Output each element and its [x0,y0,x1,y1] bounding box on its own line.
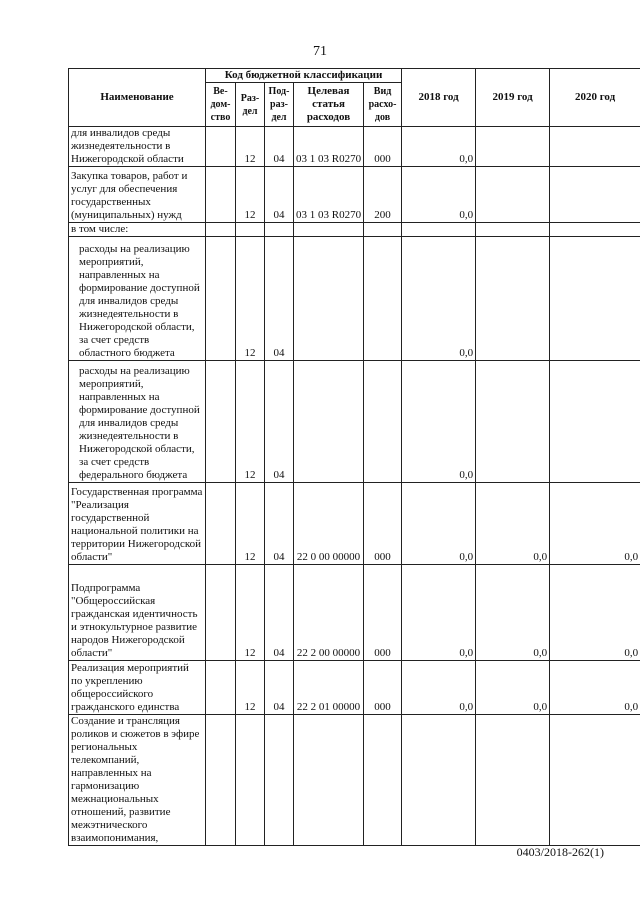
row-vid [364,715,402,846]
row-razdel: 12 [236,127,265,167]
row-2020 [550,361,640,483]
row-tselevaya [294,715,364,846]
row-ved [206,715,236,846]
table-row [69,565,640,661]
row-name: Подпрограмма "Общероссийская гражданская идентичность и этнокультурное развитие народов Нижегородской области" [69,565,206,661]
row-2018: 0,0 [402,237,476,361]
row-ved [206,237,236,361]
header-razdel: Раз- дел [236,83,265,127]
table-row [69,237,640,361]
row-razdel: 12 [236,661,265,715]
row-2020: 0,0 [550,483,640,565]
row-name: в том числе: [69,223,206,237]
row-razdel: 12 [236,483,265,565]
row-2019: 0,0 [476,483,550,565]
row-name: Государственная программа "Реализация государственной национальной политики на территории Нижегородской области" [69,483,206,565]
row-2019 [476,223,550,237]
row-ved [206,483,236,565]
row-name: Реализация мероприятий по укреплению общероссийского гражданского единства [69,661,206,715]
row-podrazdel: 04 [265,237,294,361]
budget-table [68,68,640,846]
row-ved [206,127,236,167]
row-2018: 0,0 [402,167,476,223]
row-tselevaya: 22 2 01 00000 [294,661,364,715]
table-row [69,127,640,167]
row-razdel: 12 [236,167,265,223]
header-kbk-group: Код бюджетной классификации [206,69,402,83]
row-razdel: 12 [236,565,265,661]
row-2019 [476,361,550,483]
row-ved [206,565,236,661]
row-2018: 0,0 [402,565,476,661]
row-2020: 0,0 [550,661,640,715]
row-name: Создание и трансляция роликов и сюжетов в эфире региональных телекомпаний, направленных на гармонизацию межнациональных отношений, развитие межэтнического взаимопонимания, [69,715,206,846]
table-row [69,715,640,846]
row-name: расходы на реализацию мероприятий, направленных на формирование доступной для инвалидов среды жизнедеятельности в Нижегородской области, за счет средств областного бюджета [69,237,206,361]
row-tselevaya [294,223,364,237]
row-podrazdel: 04 [265,661,294,715]
table-row [69,361,640,483]
row-tselevaya [294,237,364,361]
row-razdel [236,715,265,846]
table-row [69,167,640,223]
header-tselevaya: Целевая статья расходов [294,83,364,127]
row-podrazdel [265,715,294,846]
row-2019: 0,0 [476,661,550,715]
row-ved [206,223,236,237]
row-vid: 000 [364,483,402,565]
page-number: 71 [313,44,327,59]
row-podrazdel: 04 [265,127,294,167]
row-podrazdel: 04 [265,167,294,223]
row-2020: 0,0 [550,565,640,661]
row-2020 [550,237,640,361]
header-vedomstvo: Ве- дом- ство [206,83,236,127]
row-2019 [476,715,550,846]
row-ved [206,167,236,223]
row-ved [206,661,236,715]
row-ved [206,361,236,483]
row-2020 [550,167,640,223]
row-razdel: 12 [236,361,265,483]
row-2018 [402,715,476,846]
row-tselevaya: 03 1 03 R0270 [294,167,364,223]
header-2018: 2018 год [402,69,476,127]
document-code: 0403/2018-262(1) [516,845,604,859]
row-podrazdel: 04 [265,361,294,483]
row-vid: 000 [364,661,402,715]
row-tselevaya: 03 1 03 R0270 [294,127,364,167]
row-vid [364,237,402,361]
row-podrazdel: 04 [265,565,294,661]
row-vid [364,361,402,483]
table-row [69,223,640,237]
header-name: Наименование [69,69,206,127]
header-2020: 2020 год [550,69,640,127]
row-name: для инвалидов среды жизнедеятельности в Нижегородской области [69,127,206,167]
row-2019 [476,167,550,223]
row-2019 [476,127,550,167]
row-2019: 0,0 [476,565,550,661]
row-vid: 000 [364,565,402,661]
row-vid: 200 [364,167,402,223]
row-2018: 0,0 [402,483,476,565]
header-podrazdel: Под- раз- дел [265,83,294,127]
row-vid [364,223,402,237]
row-2018: 0,0 [402,661,476,715]
row-2019 [476,237,550,361]
row-name: Закупка товаров, работ и услуг для обеспечения государственных (муниципальных) нужд [69,167,206,223]
row-vid: 000 [364,127,402,167]
row-2018: 0,0 [402,127,476,167]
row-2018 [402,223,476,237]
row-podrazdel [265,223,294,237]
row-2018: 0,0 [402,361,476,483]
table-row [69,661,640,715]
row-2020 [550,127,640,167]
row-tselevaya: 22 2 00 00000 [294,565,364,661]
row-tselevaya: 22 0 00 00000 [294,483,364,565]
row-tselevaya [294,361,364,483]
header-2019: 2019 год [476,69,550,127]
row-name: расходы на реализацию мероприятий, направленных на формирование доступной для инвалидов среды жизнедеятельности в Нижегородской области, за счет средств федерального бюджета [69,361,206,483]
row-podrazdel: 04 [265,483,294,565]
row-2020 [550,223,640,237]
row-2020 [550,715,640,846]
header-vid: Вид расхо- дов [364,83,402,127]
row-razdel [236,223,265,237]
row-razdel: 12 [236,237,265,361]
table-row [69,483,640,565]
